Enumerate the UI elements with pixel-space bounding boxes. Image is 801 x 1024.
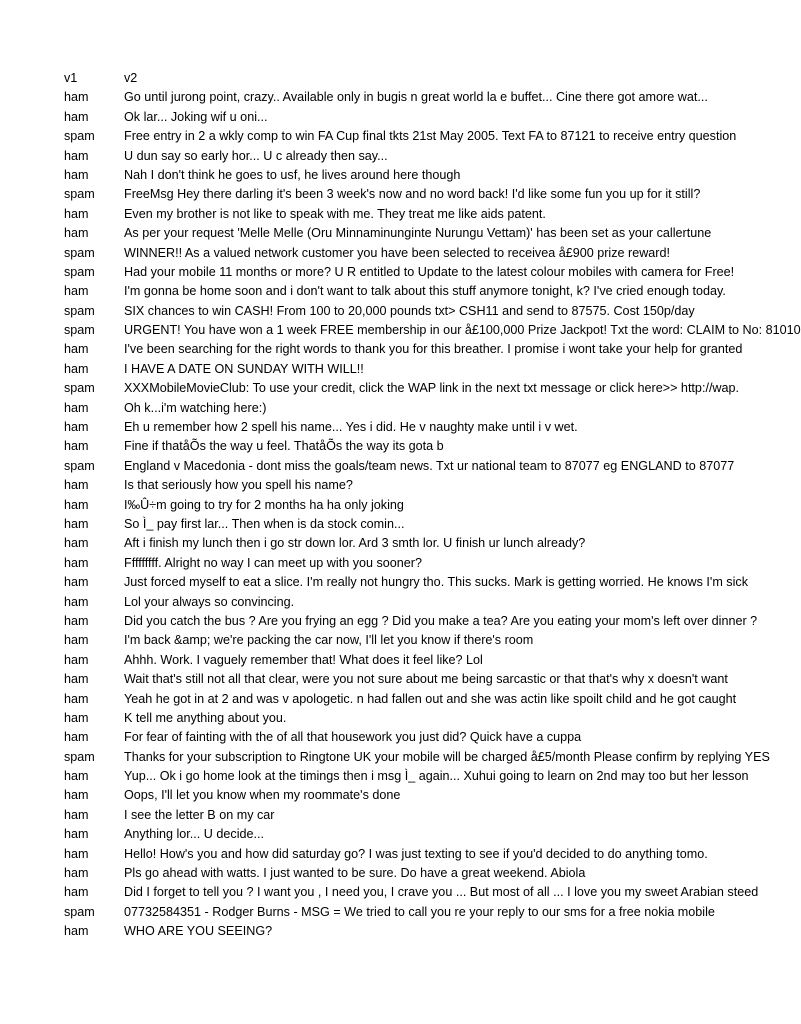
header-row xyxy=(64,69,669,88)
message-cell[interactable]: FreeMsg Hey there darling it's been 3 week's now and no word back! I'd like some fun you up for it still? xyxy=(124,187,701,202)
table-row[interactable] xyxy=(64,767,749,786)
message-cell[interactable]: WINNER!! As a valued network customer you have been selected to receivea å£900 prize reward! xyxy=(124,245,671,260)
label-cell[interactable]: ham xyxy=(64,672,89,687)
message-cell[interactable]: Lol your always so convincing. xyxy=(124,594,295,609)
table-row[interactable] xyxy=(64,864,669,883)
message-cell[interactable]: Did you catch the bus ? Are you frying an egg ? Did you make a tea? Are you eating your mom's left over dinner ? xyxy=(124,613,758,628)
message-cell[interactable]: URGENT! You have won a 1 week FREE membership in our å£100,000 Prize Jackpot! Txt the word: CLAIM to No: 81010 xyxy=(124,323,801,338)
message-cell[interactable]: So Ì_ pay first lar... Then when is da stock comin... xyxy=(124,516,405,531)
label-cell[interactable]: ham xyxy=(64,284,89,299)
table-row[interactable] xyxy=(64,166,669,185)
label-cell[interactable]: ham xyxy=(64,730,89,745)
message-cell[interactable]: Yeah he got in at 2 and was v apologetic. n had fallen out and she was actin like spoilt child and he got caught xyxy=(124,691,737,706)
label-cell[interactable]: ham xyxy=(64,846,89,861)
label-cell[interactable]: spam xyxy=(64,458,95,473)
table-row[interactable] xyxy=(64,651,669,670)
label-cell[interactable]: spam xyxy=(64,303,95,318)
table-row[interactable] xyxy=(64,302,695,321)
label-cell[interactable]: ham xyxy=(64,361,89,376)
label-cell[interactable]: ham xyxy=(64,90,89,105)
table-row[interactable] xyxy=(64,127,737,146)
label-cell[interactable]: ham xyxy=(64,555,89,570)
message-cell[interactable]: Just forced myself to eat a slice. I'm really not hungry tho. This sucks. Mark is getting worried. He knows I'm sick xyxy=(124,575,748,590)
label-cell[interactable]: spam xyxy=(64,904,95,919)
spreadsheet-table xyxy=(64,69,801,944)
label-cell[interactable]: ham xyxy=(64,478,89,493)
label-cell[interactable]: ham xyxy=(64,226,89,241)
column-header-v2[interactable]: v2 xyxy=(124,71,138,85)
table-row[interactable] xyxy=(64,573,748,592)
label-cell[interactable]: ham xyxy=(64,167,89,182)
message-cell[interactable]: Thanks for your subscription to Ringtone UK your mobile will be charged å£5/month Please confirm by replying YES xyxy=(124,749,770,764)
table-row[interactable] xyxy=(64,205,669,224)
label-cell[interactable]: ham xyxy=(64,400,89,415)
message-cell[interactable]: Nah I don't think he goes to usf, he lives around here though xyxy=(124,167,461,182)
message-cell[interactable]: Anything lor... U decide... xyxy=(124,827,265,842)
label-cell[interactable]: ham xyxy=(64,769,89,784)
message-cell[interactable]: I'm gonna be home soon and i don't want to talk about this stuff anymore tonight, k? I've cried enough today. xyxy=(124,284,726,299)
table-row[interactable] xyxy=(64,554,669,573)
label-cell[interactable]: ham xyxy=(64,924,89,939)
label-cell[interactable]: spam xyxy=(64,245,95,260)
table-row[interactable] xyxy=(64,728,669,747)
table-row[interactable] xyxy=(64,496,669,515)
message-cell[interactable]: Go until jurong point, crazy.. Available only in bugis n great world la e buffet... Cine there got amore wat... xyxy=(124,90,708,105)
message-cell[interactable]: Is that seriously how you spell his name? xyxy=(124,478,353,493)
table-row[interactable] xyxy=(64,690,737,709)
table-row[interactable] xyxy=(64,457,735,476)
table-row[interactable] xyxy=(64,437,669,456)
message-cell[interactable]: K tell me anything about you. xyxy=(124,710,287,725)
label-cell[interactable]: ham xyxy=(64,594,89,609)
table-row[interactable] xyxy=(64,631,669,650)
label-cell[interactable]: ham xyxy=(64,342,89,357)
message-cell[interactable]: XXXMobileMovieClub: To use your credit, click the WAP link in the next txt message or click here>> http://wap. xyxy=(124,381,740,396)
table-row[interactable] xyxy=(64,321,801,340)
message-cell[interactable]: Hello! How's you and how did saturday go? I was just texting to see if you'd decided to do anything tomo. xyxy=(124,846,708,861)
label-cell[interactable]: ham xyxy=(64,633,89,648)
table-row[interactable] xyxy=(64,670,728,689)
label-cell[interactable]: ham xyxy=(64,575,89,590)
message-cell[interactable]: Yup... Ok i go home look at the timings then i msg Ì_ again... Xuhui going to learn on 2nd may too but her lesson xyxy=(124,769,749,784)
message-cell[interactable]: I've been searching for the right words to thank you for this breather. I promise i wont take your help for granted xyxy=(124,342,743,357)
table-row[interactable] xyxy=(64,147,669,166)
message-cell[interactable]: Fffffffff. Alright no way I can meet up with you sooner? xyxy=(124,555,423,570)
table-row[interactable] xyxy=(64,593,669,612)
message-cell[interactable]: For fear of fainting with the of all that housework you just did? Quick have a cuppa xyxy=(124,730,582,745)
message-cell[interactable]: WHO ARE YOU SEEING? xyxy=(124,924,273,939)
message-cell[interactable]: I HAVE A DATE ON SUNDAY WITH WILL!! xyxy=(124,361,364,376)
table-row[interactable] xyxy=(64,108,669,127)
table-row[interactable] xyxy=(64,379,740,398)
label-cell[interactable]: spam xyxy=(64,381,95,396)
message-cell[interactable]: Fine if thatåÕs the way u feel. ThatåÕs the way its gota b xyxy=(124,439,444,454)
table-row[interactable] xyxy=(64,883,759,902)
label-cell[interactable]: ham xyxy=(64,613,89,628)
label-cell[interactable]: spam xyxy=(64,323,95,338)
table-row[interactable] xyxy=(64,185,701,204)
message-cell[interactable]: I'm back &amp; we're packing the car now, I'll let you know if there's room xyxy=(124,633,534,648)
table-row[interactable] xyxy=(64,224,712,243)
label-cell[interactable]: ham xyxy=(64,652,89,667)
label-cell[interactable]: spam xyxy=(64,749,95,764)
label-cell[interactable]: ham xyxy=(64,439,89,454)
label-cell[interactable]: ham xyxy=(64,109,89,124)
message-cell[interactable]: Free entry in 2 a wkly comp to win FA Cup final tkts 21st May 2005. Text FA to 87121 to receive entry question xyxy=(124,129,737,144)
table-row[interactable] xyxy=(64,360,669,379)
label-cell[interactable]: spam xyxy=(64,187,95,202)
message-cell[interactable]: Ok lar... Joking wif u oni... xyxy=(124,109,268,124)
table-row[interactable] xyxy=(64,515,669,534)
message-cell[interactable]: 07732584351 - Rodger Burns - MSG = We tried to call you re your reply to our sms for a free nokia mobile xyxy=(124,904,715,919)
message-cell[interactable]: Wait that's still not all that clear, were you not sure about me being sarcastic or that that's why x doesn't want xyxy=(124,672,728,687)
label-cell[interactable]: ham xyxy=(64,516,89,531)
table-row[interactable] xyxy=(64,922,669,941)
table-row[interactable] xyxy=(64,612,758,631)
table-row[interactable] xyxy=(64,845,708,864)
table-row[interactable] xyxy=(64,534,669,553)
table-row[interactable] xyxy=(64,263,735,282)
message-cell[interactable]: England v Macedonia - dont miss the goals/team news. Txt ur national team to 87077 eg ENGLAND to 87077 xyxy=(124,458,735,473)
column-header-v1[interactable]: v1 xyxy=(64,71,78,85)
table-row[interactable] xyxy=(64,709,669,728)
message-cell[interactable]: Eh u remember how 2 spell his name... Yes i did. He v naughty make until i v wet. xyxy=(124,420,578,435)
message-cell[interactable]: Even my brother is not like to speak with me. They treat me like aids patent. xyxy=(124,206,546,221)
message-cell[interactable]: Ahhh. Work. I vaguely remember that! What does it feel like? Lol xyxy=(124,652,483,667)
table-row[interactable] xyxy=(64,476,669,495)
label-cell[interactable]: ham xyxy=(64,206,89,221)
label-cell[interactable]: ham xyxy=(64,866,89,881)
message-cell[interactable]: U dun say so early hor... U c already then say... xyxy=(124,148,388,163)
table-row[interactable] xyxy=(64,786,669,805)
label-cell[interactable]: ham xyxy=(64,420,89,435)
message-cell[interactable]: Pls go ahead with watts. I just wanted to be sure. Do have a great weekend. Abiola xyxy=(124,866,586,881)
table-row[interactable] xyxy=(64,825,669,844)
label-cell[interactable]: ham xyxy=(64,788,89,803)
table-row[interactable] xyxy=(64,244,669,263)
message-cell[interactable]: As per your request 'Melle Melle (Oru Minnaminunginte Nurungu Vettam)' has been set as your callertune xyxy=(124,226,712,241)
label-cell[interactable]: ham xyxy=(64,536,89,551)
label-cell[interactable]: ham xyxy=(64,691,89,706)
label-cell[interactable]: ham xyxy=(64,148,89,163)
message-cell[interactable]: Oh k...i'm watching here:) xyxy=(124,400,267,415)
message-cell[interactable]: Did I forget to tell you ? I want you , I need you, I crave you ... But most of all ... I love you my sweet Arabian steed xyxy=(124,885,759,900)
table-row[interactable] xyxy=(64,282,726,301)
label-cell[interactable]: ham xyxy=(64,885,89,900)
message-cell[interactable]: I‰Û÷m going to try for 2 months ha ha only joking xyxy=(124,497,404,512)
table-row[interactable] xyxy=(64,418,669,437)
message-cell[interactable]: SIX chances to win CASH! From 100 to 20,000 pounds txt> CSH11 and send to 87575. Cost 150p/day xyxy=(124,303,695,318)
message-cell[interactable]: I see the letter B on my car xyxy=(124,807,275,822)
label-cell[interactable]: ham xyxy=(64,827,89,842)
label-cell[interactable]: ham xyxy=(64,710,89,725)
label-cell[interactable]: ham xyxy=(64,497,89,512)
label-cell[interactable]: ham xyxy=(64,807,89,822)
table-row[interactable] xyxy=(64,806,669,825)
label-cell[interactable]: spam xyxy=(64,264,95,279)
label-cell[interactable]: spam xyxy=(64,129,95,144)
table-row[interactable] xyxy=(64,748,770,767)
table-row[interactable] xyxy=(64,399,669,418)
table-body xyxy=(64,88,801,941)
message-cell[interactable]: Had your mobile 11 months or more? U R entitled to Update to the latest colour mobiles with camera for Free! xyxy=(124,264,735,279)
message-cell[interactable]: Aft i finish my lunch then i go str down lor. Ard 3 smth lor. U finish ur lunch already? xyxy=(124,536,586,551)
message-cell[interactable]: Oops, I'll let you know when my roommate's done xyxy=(124,788,401,803)
table-row[interactable] xyxy=(64,340,743,359)
table-row[interactable] xyxy=(64,88,708,107)
table-row[interactable] xyxy=(64,903,715,922)
